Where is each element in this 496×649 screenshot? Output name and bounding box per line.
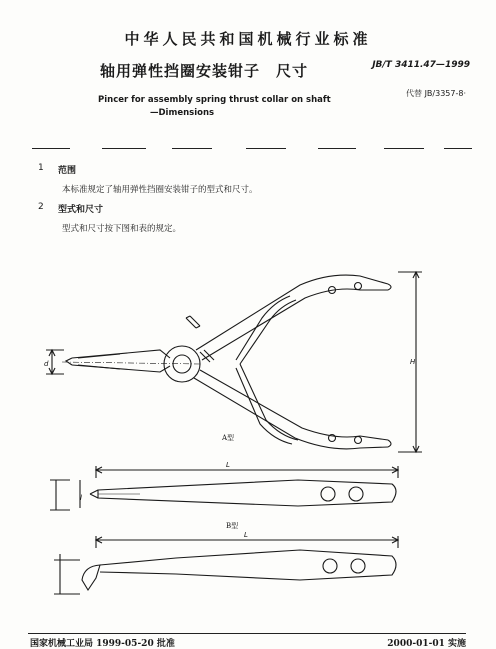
approval-text: 国家机械工业局 1999-05-20 批准 xyxy=(30,639,175,649)
implementation-text: 2000-01-01 实施 xyxy=(387,639,466,649)
dim-L-label-b: L xyxy=(244,531,248,539)
footer-rule xyxy=(28,633,466,634)
section-1-title: 范围 xyxy=(58,166,77,176)
dim-d-label: d xyxy=(44,360,49,368)
section-1-number: 1 xyxy=(38,163,44,173)
section-2-text: 型式和尺寸按下图和表的规定。 xyxy=(62,224,182,234)
dim-H-label: H xyxy=(410,358,416,366)
type-b-side-view xyxy=(54,536,398,594)
type-a-pincer-drawing xyxy=(46,272,422,452)
document-title-en: Pincer for assembly spring thrust collar on shaft xyxy=(98,95,331,105)
replaces-standard: 代替 JB/3357-8· xyxy=(406,89,466,98)
type-b-label: B型 xyxy=(226,522,239,530)
section-2-title: 型式和尺寸 xyxy=(58,205,104,215)
type-a-side-view xyxy=(50,466,398,510)
organization-title: 中华人民共和国机械行业标准 xyxy=(124,30,372,48)
type-a-label: A型 xyxy=(222,434,235,442)
section-1-text: 本标准规定了轴用弹性挡圈安装钳子的型式和尺寸。 xyxy=(62,185,258,195)
document-subtitle-en: —Dimensions xyxy=(150,108,215,118)
dim-L-label-a: L xyxy=(226,461,230,469)
document-title-cn: 轴用弹性挡圈安装钳子 尺寸 xyxy=(100,62,309,80)
dim-l-label: l xyxy=(80,494,82,502)
standard-number: JB/T 3411.47—1999 xyxy=(372,60,470,70)
section-2-number: 2 xyxy=(38,202,44,212)
